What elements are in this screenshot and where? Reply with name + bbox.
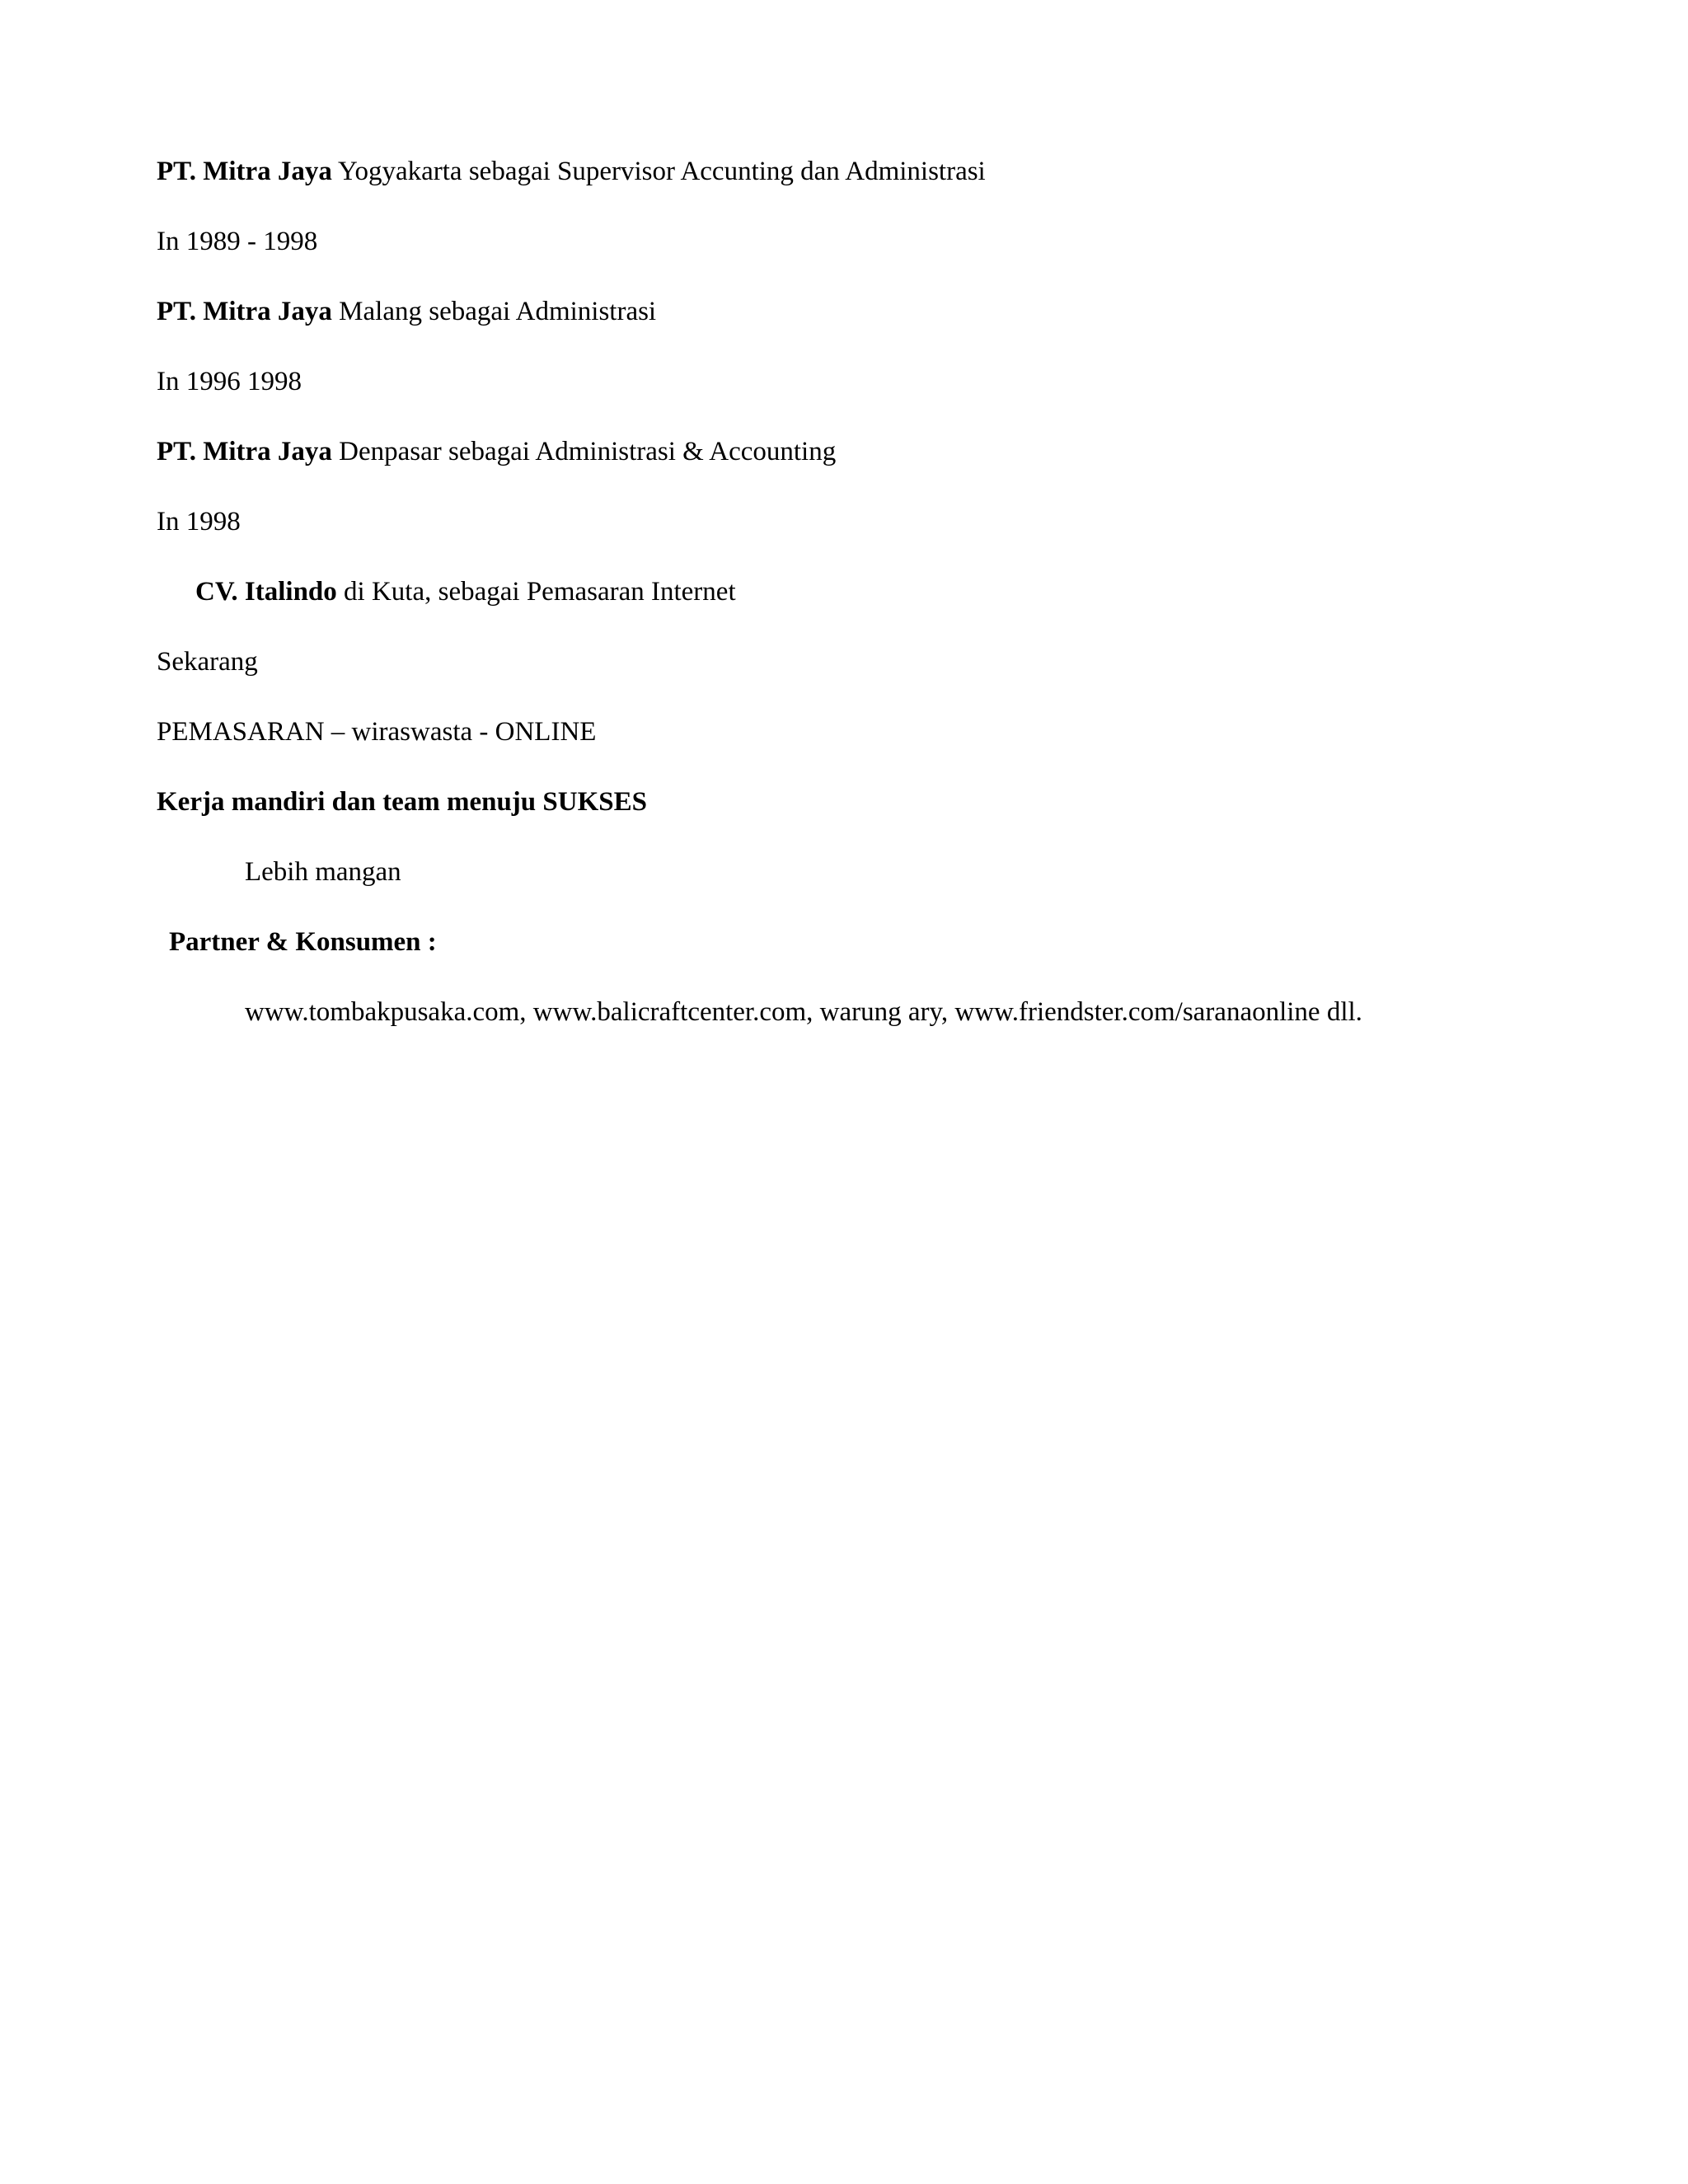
current-label	[157, 645, 258, 678]
motto-heading	[157, 785, 647, 818]
job-description: Malang sebagai Administrasi	[331, 297, 657, 326]
job-line-kuta	[195, 575, 736, 608]
job-description: Denpasar sebagai Administrasi & Accounting	[331, 437, 837, 466]
job-description: Yogyakarta sebagai Supervisor Accunting dan Administrasi	[331, 157, 986, 186]
period-line	[157, 225, 317, 258]
job-line-yogyakarta	[157, 155, 986, 188]
partner-heading	[169, 926, 437, 958]
period-text: In 1989 - 1998	[157, 227, 318, 256]
period-text: In 1996 1998	[157, 367, 302, 396]
job-description: di Kuta, sebagai Pemasaran Internet	[336, 577, 736, 607]
partner-list	[245, 996, 1362, 1029]
job-line-denpasar	[157, 435, 836, 468]
motto-subtext: Lebih mangan	[245, 857, 401, 887]
current-text: Sekarang	[157, 647, 258, 677]
job-line-malang	[157, 295, 656, 328]
partner-heading-text: Partner & Konsumen :	[169, 927, 437, 957]
motto-subline	[245, 855, 401, 888]
motto-text: Kerja mandiri dan team menuju SUKSES	[157, 787, 647, 817]
company-name: PT. Mitra Jaya	[157, 157, 332, 186]
occupation-text: PEMASARAN – wiraswasta - ONLINE	[157, 717, 597, 747]
current-occupation	[157, 715, 596, 748]
period-line	[157, 505, 241, 538]
company-name: PT. Mitra Jaya	[157, 437, 332, 466]
company-name: CV. Italindo	[195, 577, 337, 607]
partner-list-text: www.tombakpusaka.com, www.balicraftcenter.com, warung ary, www.friendster.com/saranaonline dll.	[245, 997, 1362, 1027]
period-text: In 1998	[157, 507, 241, 537]
period-line	[157, 365, 302, 398]
company-name: PT. Mitra Jaya	[157, 297, 332, 326]
